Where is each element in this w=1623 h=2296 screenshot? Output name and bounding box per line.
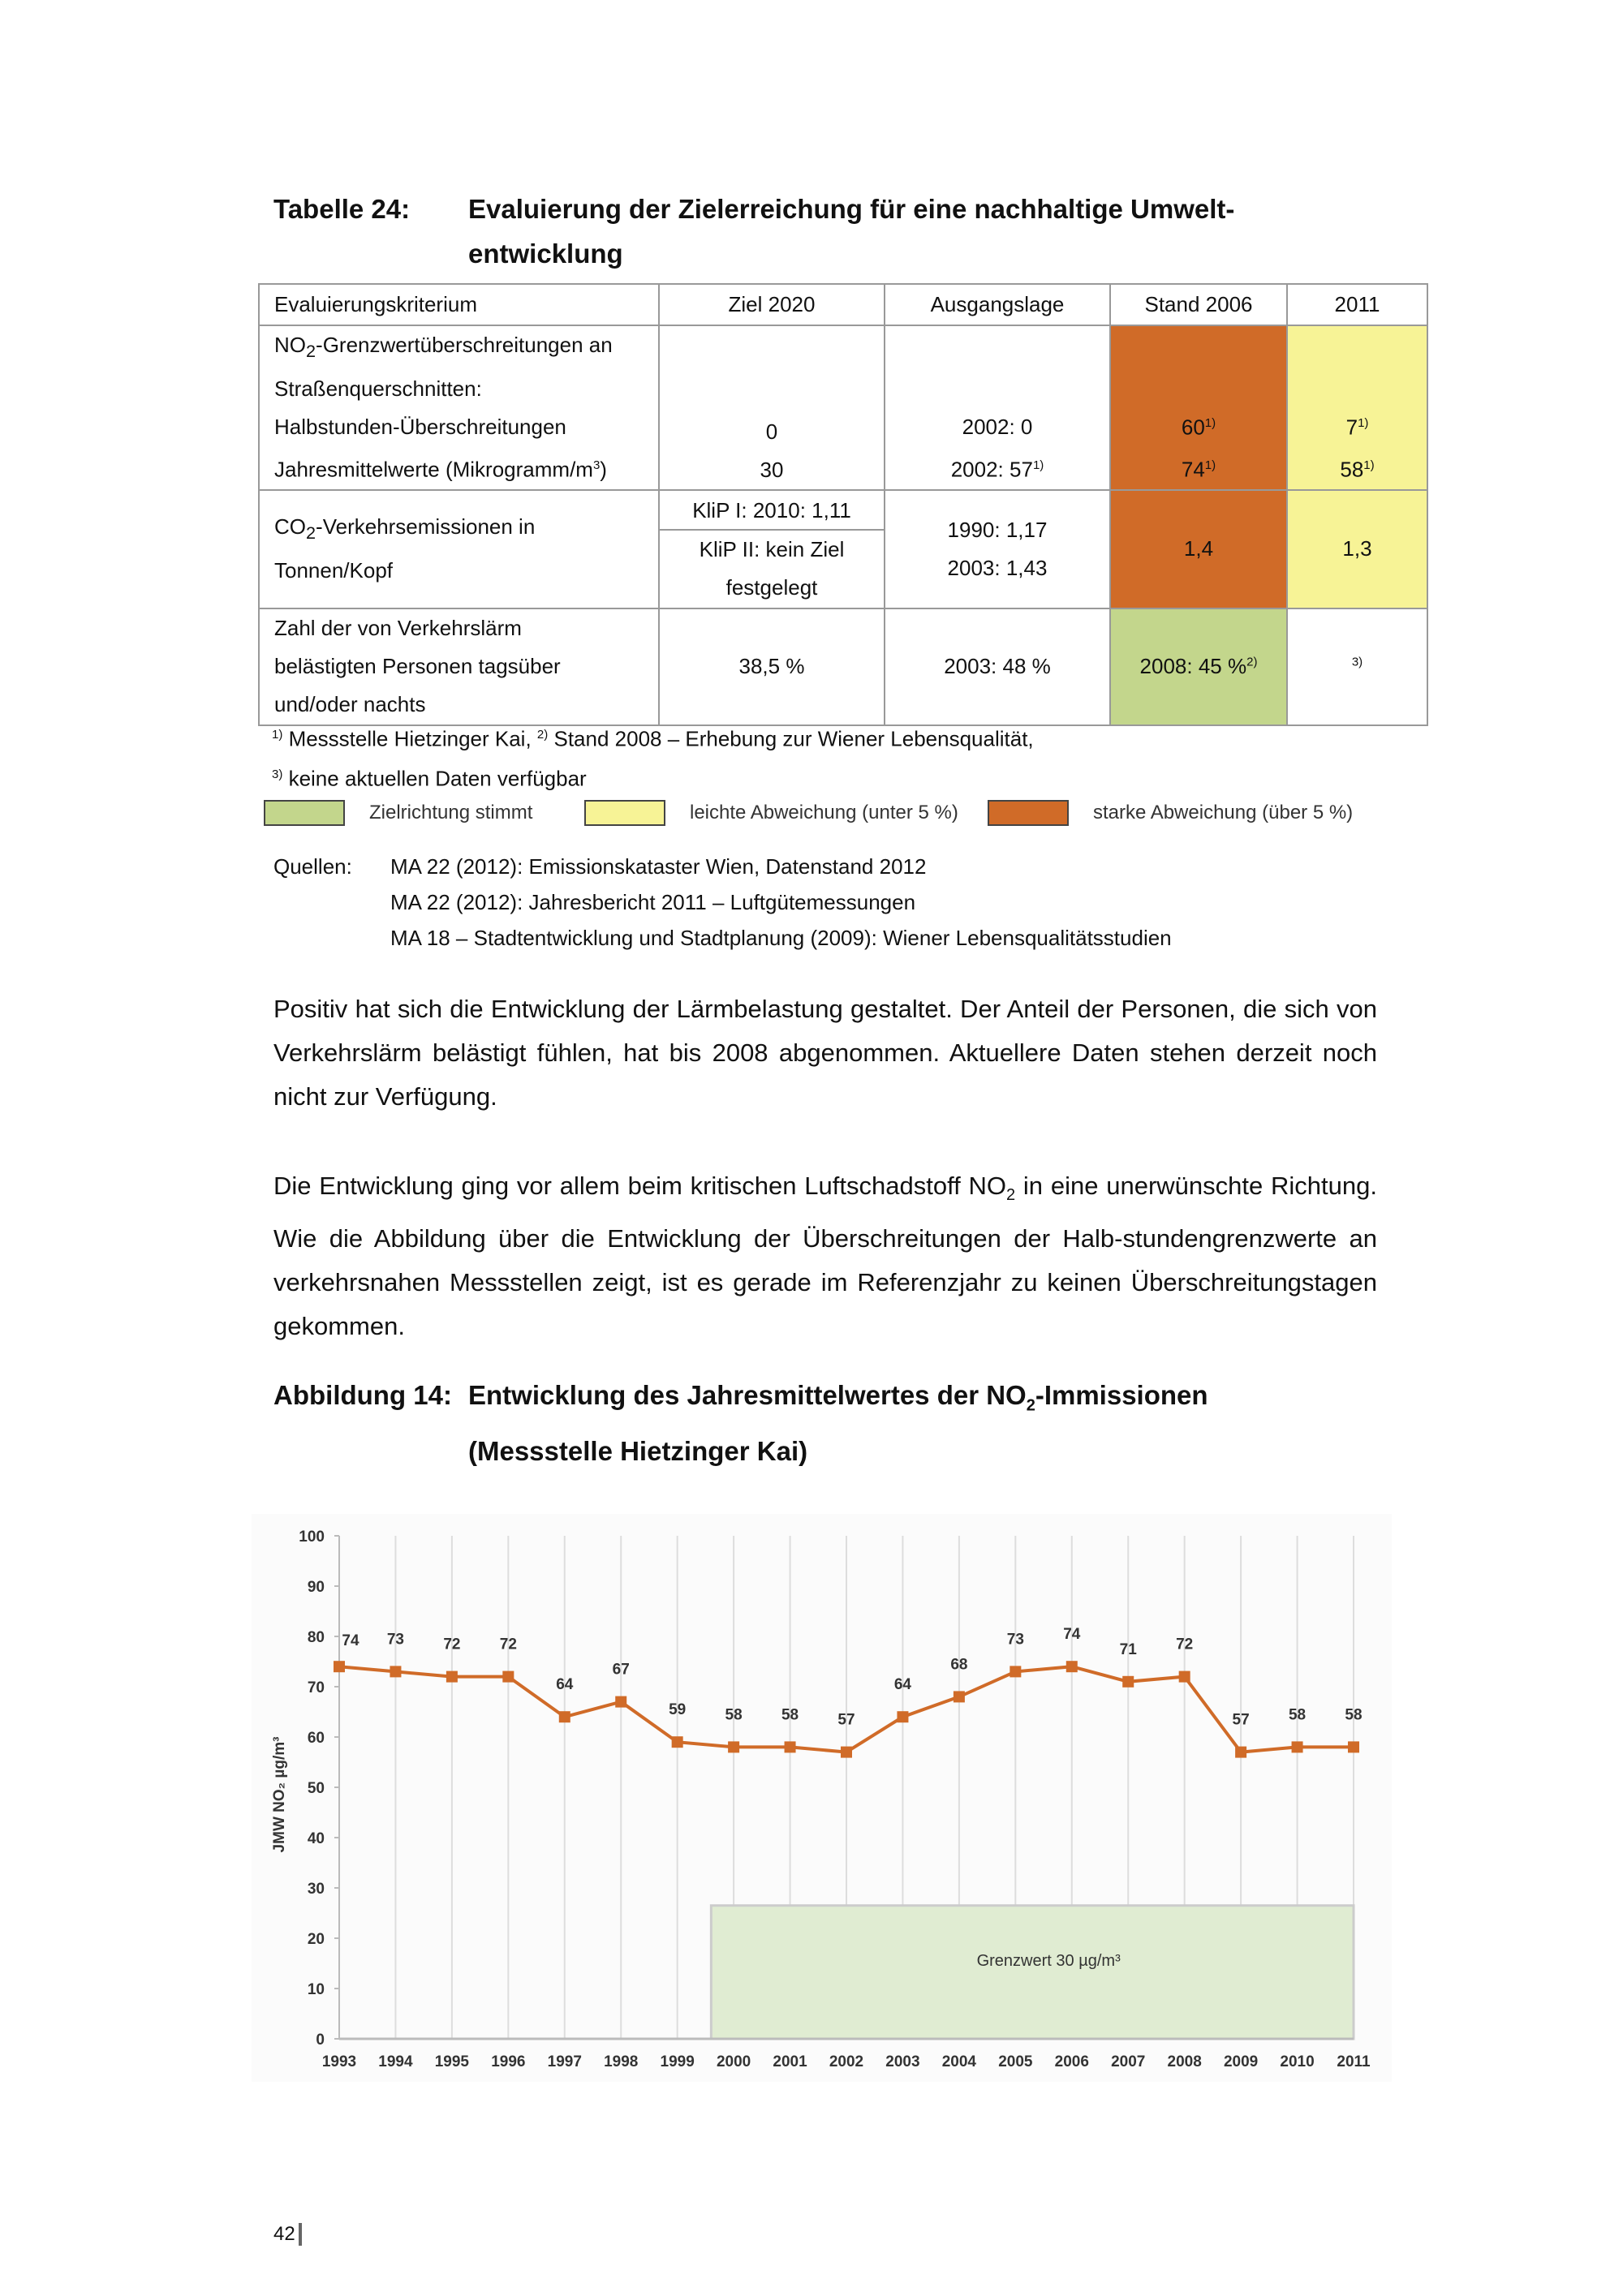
- data-label: 72: [499, 1636, 517, 1653]
- x-tick-label: 2007: [1111, 2053, 1146, 2070]
- data-point: [672, 1736, 683, 1748]
- x-tick-label: 2002: [829, 2053, 864, 2070]
- figure-caption-label: Abbildung 14:: [273, 1380, 452, 1410]
- data-point: [728, 1741, 739, 1752]
- criterion-cell: Zahl der von Verkehrslärm belästigten Personen tagsüber und/oder nachts: [259, 608, 659, 725]
- x-tick-label: 2003: [885, 2053, 920, 2070]
- data-point: [1179, 1671, 1190, 1683]
- x-tick-label: 2000: [716, 2053, 751, 2070]
- legend-item: starke Abweichung (über 5 %): [988, 800, 1353, 826]
- data-point: [1348, 1741, 1359, 1752]
- data-label: 74: [1063, 1626, 1081, 1644]
- data-label: 58: [781, 1706, 799, 1724]
- figure-caption-title: Entwicklung des Jahresmittelwertes der $NO_2$-Immissionen (Messstelle Hietzinger Kai): [468, 1380, 1208, 1466]
- x-tick-label: 2011: [1337, 2053, 1371, 2070]
- data-point: [559, 1711, 570, 1722]
- data-point: [1292, 1741, 1303, 1752]
- data-point: [390, 1666, 401, 1677]
- y-tick-label: 80: [307, 1629, 325, 1646]
- x-tick-label: 1993: [321, 2053, 357, 2070]
- header-cell: Ziel 2020: [659, 284, 885, 325]
- y-tick-label: 40: [307, 1830, 325, 1847]
- baseline-cell: 1990: 1,17 2003: 1,43: [885, 490, 1110, 608]
- y-tick-label: 50: [307, 1780, 325, 1797]
- y-tick-label: 60: [307, 1730, 325, 1747]
- data-point: [954, 1691, 965, 1702]
- x-tick-label: 1995: [434, 2053, 470, 2070]
- status-2011-cell: 7$^{1)}$ 58$^{1)}$: [1287, 325, 1427, 490]
- footnotes: $^{1)}$ Messstelle Hietzinger Kai, $^{2)}$ Stand 2008 – Erhebung zur Wiener Lebensqualität, $^{3)}$ keine aktuellen Daten verfügbar: [272, 726, 1034, 791]
- data-label: 64: [893, 1676, 912, 1694]
- data-point: [785, 1741, 796, 1752]
- header-cell: Ausgangslage: [885, 284, 1110, 325]
- paragraph: Die Entwicklung ging vor allem beim kritischen Luftschadstoff $NO_2$ in eine unerwünschte Richtung. Wie die Abbildung über die Entwicklung der Überschreitungen der Halb-stundengrenzwerte an verkehrsnahen Messstellen zeigt, ist es gerade im Referenzjahr zu keinen Überschreitungstagen gekommen.: [273, 1172, 1377, 1341]
- data-label: 58: [725, 1706, 743, 1724]
- data-label: 64: [556, 1676, 574, 1694]
- y-tick-label: 70: [307, 1679, 325, 1696]
- legend-item: leichte Abweichung (unter 5 %): [584, 800, 988, 826]
- header-cell: Stand 2006: [1110, 284, 1287, 325]
- status-2011-cell: 3): [1287, 608, 1427, 725]
- y-tick-label: 20: [307, 1931, 325, 1948]
- x-tick-label: 2001: [773, 2053, 807, 2070]
- y-axis-label: JMW NO₂ µg/m³: [271, 1736, 288, 1853]
- header-cell: 2011: [1287, 284, 1427, 325]
- criterion-cell: $NO_2$-Grenzwertüberschreitungen an Straßenquerschnitten: Halbstunden-Überschreitungen Jahresmittelwerte $(Mikrogramm/m^3)$: [259, 325, 659, 490]
- y-tick-label: 90: [307, 1579, 325, 1596]
- data-label: 71: [1119, 1640, 1137, 1658]
- data-point: [502, 1671, 514, 1683]
- x-tick-label: 2005: [998, 2053, 1033, 2070]
- data-point: [897, 1711, 908, 1722]
- data-label: 74: [342, 1632, 359, 1650]
- y-tick-label: 0: [316, 2032, 325, 2049]
- data-point: [1122, 1676, 1134, 1688]
- x-tick-label: 1998: [604, 2053, 639, 2070]
- data-label: 72: [1176, 1636, 1194, 1653]
- data-point: [446, 1671, 458, 1683]
- y-tick-label: 10: [307, 1981, 325, 1998]
- status-2006-cell: 2008: 45 %$^{2)}$: [1110, 608, 1287, 725]
- baseline-cell: 2003: 48 %: [885, 608, 1110, 725]
- x-tick-label: 1994: [378, 2053, 413, 2070]
- y-tick-label: 100: [299, 1529, 325, 1546]
- data-point: [615, 1696, 626, 1708]
- threshold-band-label: Grenzwert 30 µg/m³: [976, 1952, 1121, 1971]
- criterion-cell: $CO_2$-Verkehrsemissionen in Tonnen/Kopf: [259, 490, 659, 608]
- target-cell: 38,5 %: [659, 608, 885, 725]
- paragraph: Positiv hat sich die Entwicklung der Lärmbelastung gestaltet. Der Anteil der Personen, die sich von Verkehrslärm belästigt fühlen, hat bis 2008 abgenommen. Aktuellere Daten stehen derzeit noch nicht zur Verfügung.: [273, 995, 1377, 1111]
- x-tick-label: 2004: [941, 2053, 977, 2070]
- status-2006-cell: 1,4: [1110, 490, 1287, 608]
- data-label: 72: [443, 1636, 461, 1653]
- x-tick-label: 2008: [1167, 2053, 1202, 2070]
- data-point: [841, 1747, 852, 1758]
- x-tick-label: 1999: [660, 2053, 695, 2070]
- data-label: 67: [612, 1661, 630, 1679]
- threshold-band: [711, 1906, 1354, 2039]
- sources-label: Quellen:: [273, 854, 352, 879]
- target-cell: KliP I: 2010: 1,11 KliP II: kein Ziel festgelegt: [659, 490, 885, 608]
- source-item: MA 18 – Stadtentwicklung und Stadtplanung (2009): Wiener Lebensqualitätsstudien: [390, 926, 1172, 950]
- source-item: MA 22 (2012): Jahresbericht 2011 – Luftgütemessungen: [390, 890, 916, 914]
- data-label: 68: [950, 1656, 968, 1674]
- x-tick-label: 2009: [1223, 2053, 1259, 2070]
- caption-line: entwicklung: [468, 239, 623, 269]
- data-point: [1235, 1747, 1246, 1758]
- data-point: [1066, 1661, 1078, 1672]
- source-item: MA 22 (2012): Emissionskataster Wien, Datenstand 2012: [390, 854, 927, 879]
- x-tick-label: 2006: [1054, 2053, 1089, 2070]
- data-point: [1010, 1666, 1021, 1677]
- data-label: 73: [386, 1631, 405, 1649]
- header-cell: Evaluierungskriterium: [259, 284, 659, 325]
- table-caption-label: Tabelle 24:: [273, 194, 411, 224]
- data-label: 59: [669, 1701, 687, 1719]
- data-label: 58: [1345, 1706, 1363, 1724]
- caption-line: Evaluierung der Zielerreichung für eine nachhaltige Umwelt-: [468, 194, 1235, 224]
- data-label: 57: [1232, 1711, 1250, 1729]
- x-tick-label: 1997: [547, 2053, 582, 2070]
- target-cell: 0 30: [659, 325, 885, 490]
- status-2006-cell: 60$^{1)}$ 74$^{1)}$: [1110, 325, 1287, 490]
- legend-item: Zielrichtung stimmt: [264, 800, 584, 826]
- data-point: [334, 1661, 345, 1672]
- x-tick-label: 1996: [491, 2053, 526, 2070]
- data-label: 73: [1006, 1631, 1024, 1649]
- status-2011-cell: 1,3: [1287, 490, 1427, 608]
- data-label: 57: [837, 1711, 855, 1729]
- data-label: 58: [1288, 1706, 1307, 1724]
- baseline-cell: 2002: 0 2002: 57$^{1)}$: [885, 325, 1110, 490]
- y-tick-label: 30: [307, 1881, 325, 1898]
- x-tick-label: 2010: [1280, 2053, 1315, 2070]
- page-number: 42: [273, 2223, 302, 2246]
